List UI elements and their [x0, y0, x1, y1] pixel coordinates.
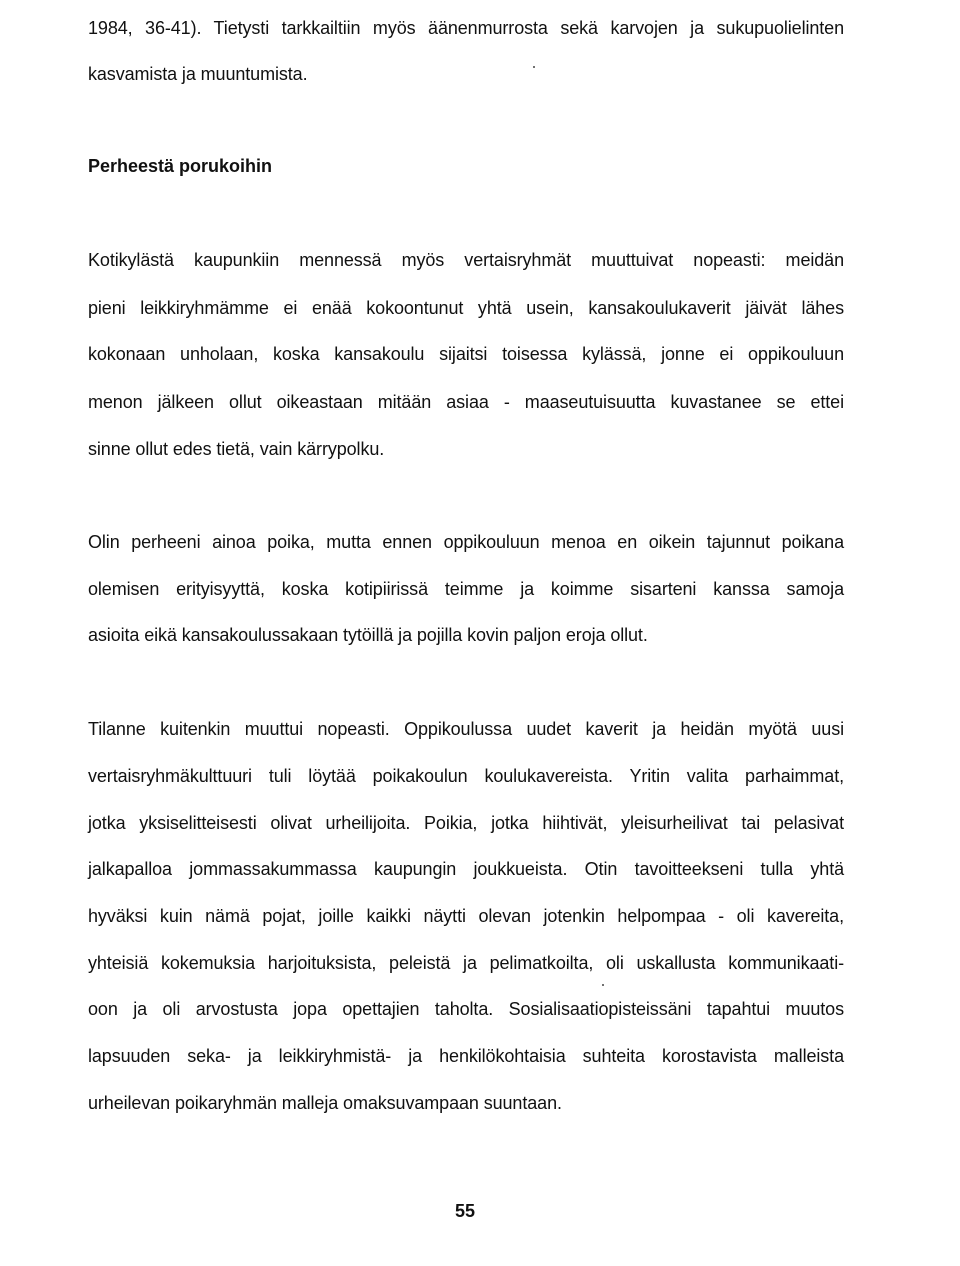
paragraph2-line-2: olemisen erityisyyttä, koska kotipiirissä teimme ja koimme sisarteni kanssa samoja	[88, 579, 844, 599]
paragraph1-line-5: sinne ollut edes tietä, vain kärrypolku.	[88, 439, 385, 459]
scan-speck	[602, 984, 604, 986]
page-number: 55	[454, 1201, 476, 1221]
paragraph1-line-3: kokonaan unholaan, koska kansakoulu sijaitsi toisessa kylässä, jonne ei oppikouluun	[88, 344, 844, 364]
paragraph3-line-1: Tilanne kuitenkin muuttui nopeasti. Oppikoulussa uudet kaverit ja heidän myötä uusi	[88, 719, 844, 739]
paragraph3-line-4: jalkapalloa jommassakummassa kaupungin joukkueista. Otin tavoitteekseni tulla yhtä	[88, 859, 844, 879]
paragraph1-line-4: menon jälkeen ollut oikeastaan mitään asiaa - maaseutuisuutta kuvastanee se ettei	[88, 392, 844, 412]
paragraph3-line-3: jotka yksiselitteisesti olivat urheilijoita. Poikia, jotka hiihtivät, yleisurheilivat tai pelasivat	[88, 813, 844, 833]
paragraph1-line-1: Kotikylästä kaupunkiin mennessä myös vertaisryhmät muuttuivat nopeasti: meidän	[88, 250, 844, 270]
paragraph3-line-6: yhteisiä kokemuksia harjoituksista, peleistä ja pelimatkoilta, oli uskallusta kommunikaati-	[88, 953, 844, 973]
paragraph3-line-2: vertaisryhmäkulttuuri tuli löytää poikakoulun koulukavereista. Yritin valita parhaimmat,	[88, 766, 844, 786]
paragraph2-line-1: Olin perheeni ainoa poika, mutta ennen oppikouluun menoa en oikein tajunnut poikana	[88, 532, 844, 552]
intro-line-1: 1984, 36-41). Tietysti tarkkailtiin myös äänenmurrosta sekä karvojen ja sukupuolielinten	[88, 18, 844, 38]
scan-speck	[533, 66, 535, 68]
paragraph3-line-9: urheilevan poikaryhmän malleja omaksuvampaan suuntaan.	[88, 1093, 562, 1113]
paragraph1-line-2: pieni leikkiryhmämme ei enää kokoontunut yhtä usein, kansakoulukaverit jäivät lähes	[88, 298, 844, 318]
section-heading: Perheestä porukoihin	[88, 156, 273, 176]
intro-line-2: kasvamista ja muuntumista.	[88, 64, 308, 84]
paragraph3-line-8: lapsuuden seka- ja leikkiryhmistä- ja henkilökohtaisia suhteita korostavista malleista	[88, 1046, 844, 1066]
paragraph3-line-7: oon ja oli arvostusta jopa opettajien taholta. Sosialisaatiopisteissäni tapahtui muutos	[88, 999, 844, 1019]
paragraph2-line-3: asioita eikä kansakoulussakaan tytöillä ja pojilla kovin paljon eroja ollut.	[88, 625, 648, 645]
paragraph3-line-5: hyväksi kuin nämä pojat, joille kaikki näytti olevan jotenkin helpompaa - oli kavereita,	[88, 906, 844, 926]
